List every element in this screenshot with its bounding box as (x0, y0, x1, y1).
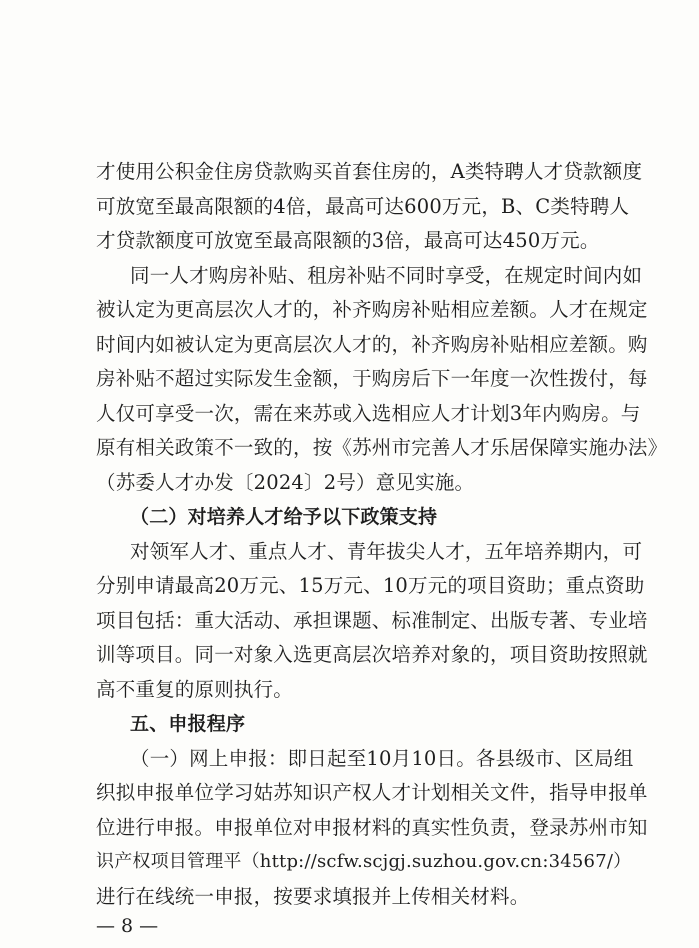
body-text-line: 时间内如被认定为更高层次人才的，补齐购房补贴相应差额。购 (96, 333, 648, 356)
body-text-line: 对领军人才、重点人才、青年拔尖人才，五年培养期内，可 (130, 540, 643, 563)
body-text-line: 房补贴不超过实际发生金额，于购房后下一年度一次性拨付，每 (96, 367, 648, 390)
body-text-line: 人仅可享受一次，需在来苏或入选相应人才计划3年内购房。与 (96, 402, 641, 425)
body-text-line: 才使用公积金住房贷款购买首套住房的，A类特聘人才贷款额度 (96, 160, 643, 183)
body-text-line: 分别申请最高20万元、15万元、10万元的项目资助；重点资助 (96, 574, 645, 597)
page-number: — 8 — (96, 915, 159, 937)
body-text-line: 进行在线统一申报，按要求填报并上传相关材料。 (96, 885, 530, 908)
body-text-line: （苏委人才办发〔2024〕2号）意见实施。 (96, 471, 475, 494)
body-text-line: 同一人才购房补贴、租房补贴不同时享受，在规定时间内如 (130, 264, 643, 287)
body-text-line: 原有相关政策不一致的，按《苏州市完善人才乐居保障实施办法》 (96, 436, 668, 459)
body-text-line: 被认定为更高层次人才的，补齐购房补贴相应差额。人才在规定 (96, 298, 648, 321)
body-text-line: 织拟申报单位学习姑苏知识产权人才计划相关文件，指导申报单 (96, 781, 648, 804)
body-text-line: （一）网上申报：即日起至10月10日。各县级市、区局组 (130, 747, 634, 770)
body-text-line: 训等项目。同一对象入选更高层次培养对象的，项目资助按照就 (96, 643, 648, 666)
body-text-line: 可放宽至最高限额的4倍，最高可达600万元，B、C类特聘人 (96, 195, 630, 218)
section-heading: 五、申报程序 (130, 713, 246, 735)
body-text-line: 项目包括：重大活动、承担课题、标准制定、出版专著、专业培 (96, 609, 648, 632)
body-text-line: 才贷款额度可放宽至最高限额的3倍，最高可达450万元。 (96, 229, 600, 252)
subsection-heading: （二）对培养人才给予以下政策支持 (130, 506, 438, 528)
body-text-line: 位进行申报。申报单位对申报材料的真实性负责，登录苏州市知 (96, 816, 648, 839)
body-text-line: 高不重复的原则执行。 (96, 678, 294, 701)
body-text-line: 识产权项目管理平（http://scfw.scjgj.suzhou.gov.cn:34567/） (96, 851, 632, 872)
